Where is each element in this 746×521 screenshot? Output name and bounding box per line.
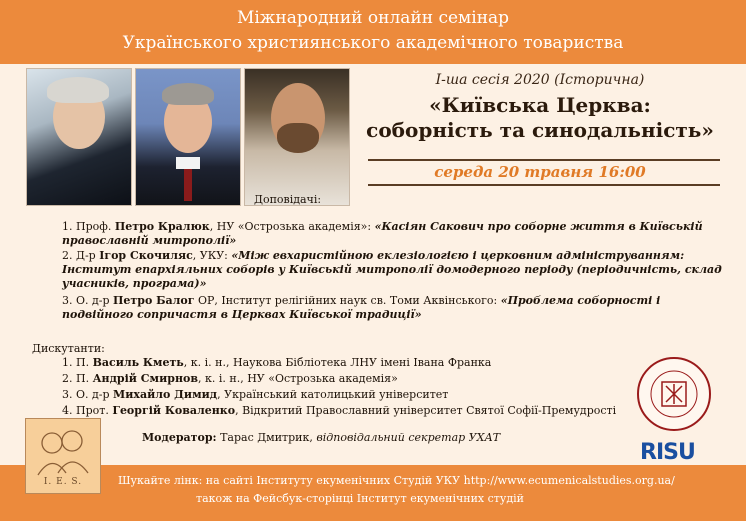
discussant-affiliation: , Український католицький університет: [217, 388, 449, 401]
discussant-name: Михайло Димид: [113, 388, 218, 401]
speaker-affiliation: ОР, Інститут релігійних наук св. Томи Аквінського:: [194, 294, 501, 307]
speaker-title: Проф.: [76, 220, 112, 233]
discussant-item-3: [62, 388, 448, 402]
speaker-topic: «Проблема соборності і подвійного сопричастя в Церквах Київської традиції»: [62, 294, 661, 321]
footer-link-line: Шукайте лінк: на сайті Інституту екуменічних Студій УКУ http://www.ecumenicalstudies.org.ua/: [118, 474, 675, 487]
speaker-title: Д-р: [76, 249, 96, 262]
speaker-topic: «Між евхаристійною еклезіологією і церковним адмініструванням: Інститут епархіяльних соборів у Київській митрополії домодерного періоду (періодичність, склад учасників, програма)»: [62, 249, 722, 290]
speaker-title: О. д-р: [76, 294, 110, 307]
session-label: I-ша сесія 2020 (Історична): [435, 72, 645, 88]
divider-top: [368, 159, 720, 161]
discussant-affiliation: , к. і. н., НУ «Острозька академія»: [198, 372, 398, 385]
ies-logo-text: I. E. S.: [43, 477, 83, 487]
speaker-item-3: [62, 294, 712, 322]
discussant-title: П.: [76, 356, 90, 369]
event-title-line-2: соборність та синодальність»: [366, 118, 714, 142]
divider-bottom: [368, 184, 720, 186]
speaker-photo-2: [135, 68, 241, 206]
speaker-name: Ігор Скочиляс: [99, 249, 193, 262]
moderator-line: [142, 431, 500, 444]
moderator-name: Тарас Дмитрик,: [216, 431, 317, 444]
speakers-label: Доповідачі:: [254, 193, 322, 206]
speaker-name: Петро Кралюк: [114, 220, 210, 233]
speaker-name: Петро Балог: [113, 294, 195, 307]
item-number: 3.: [62, 388, 73, 401]
event-date: середа 20 травня 16:00: [434, 163, 646, 181]
discussant-affiliation: , Відкритий Православний університет Святої Софії-Премудрості: [235, 404, 617, 417]
discussant-name: Георгій Коваленко: [112, 404, 236, 417]
speaker-item-1: [62, 220, 712, 248]
item-number: 1.: [62, 356, 73, 369]
discussant-affiliation: , к. і. н., Наукова Бібліотека ЛНУ імені Івана Франка: [183, 356, 492, 369]
discussants-label: Дискутанти:: [32, 342, 105, 355]
header-banner: [0, 0, 746, 64]
speaker-topic: «Касіян Сакович про соборне життя в Київській православній митрополії»: [62, 220, 703, 247]
moderator-label: Модератор:: [142, 431, 217, 444]
event-title-line-1: «Київська Церква:: [429, 93, 651, 117]
risu-logo: [640, 440, 698, 476]
ies-logo: [25, 418, 101, 494]
item-number: 1.: [62, 220, 73, 233]
discussant-name: Василь Кметь: [92, 356, 184, 369]
speaker-photo-3: [244, 68, 350, 206]
moderator-role: відповідальний секретар УХАТ: [316, 431, 501, 444]
discussant-title: Прот.: [76, 404, 109, 417]
item-number: 2.: [62, 249, 73, 262]
speaker-photo-1: [26, 68, 132, 206]
discussant-title: О. д-р: [76, 388, 110, 401]
discussant-name: Андрій Смирнов: [92, 372, 198, 385]
discussant-item-4: [62, 404, 616, 418]
footer-banner: [0, 465, 746, 521]
discussant-title: П.: [76, 372, 90, 385]
item-number: 3.: [62, 294, 73, 307]
speaker-item-2: [62, 249, 727, 291]
footer-facebook-line: також на Фейсбук-сторінці Інститут екуменічних студій: [196, 492, 524, 505]
item-number: 2.: [62, 372, 73, 385]
header-line-2: Українського християнського академічного товариства: [122, 33, 624, 53]
discussant-item-1: [62, 356, 491, 370]
header-line-1: Міжнародний онлайн семінар: [236, 8, 510, 28]
ucu-seal-logo: [636, 356, 712, 432]
discussant-item-2: [62, 372, 398, 386]
speaker-affiliation: , НУ «Острозька академія»:: [209, 220, 375, 233]
speaker-affiliation: , УКУ:: [192, 249, 232, 262]
risu-logo-text: RISU: [640, 440, 695, 465]
item-number: 4.: [62, 404, 73, 417]
